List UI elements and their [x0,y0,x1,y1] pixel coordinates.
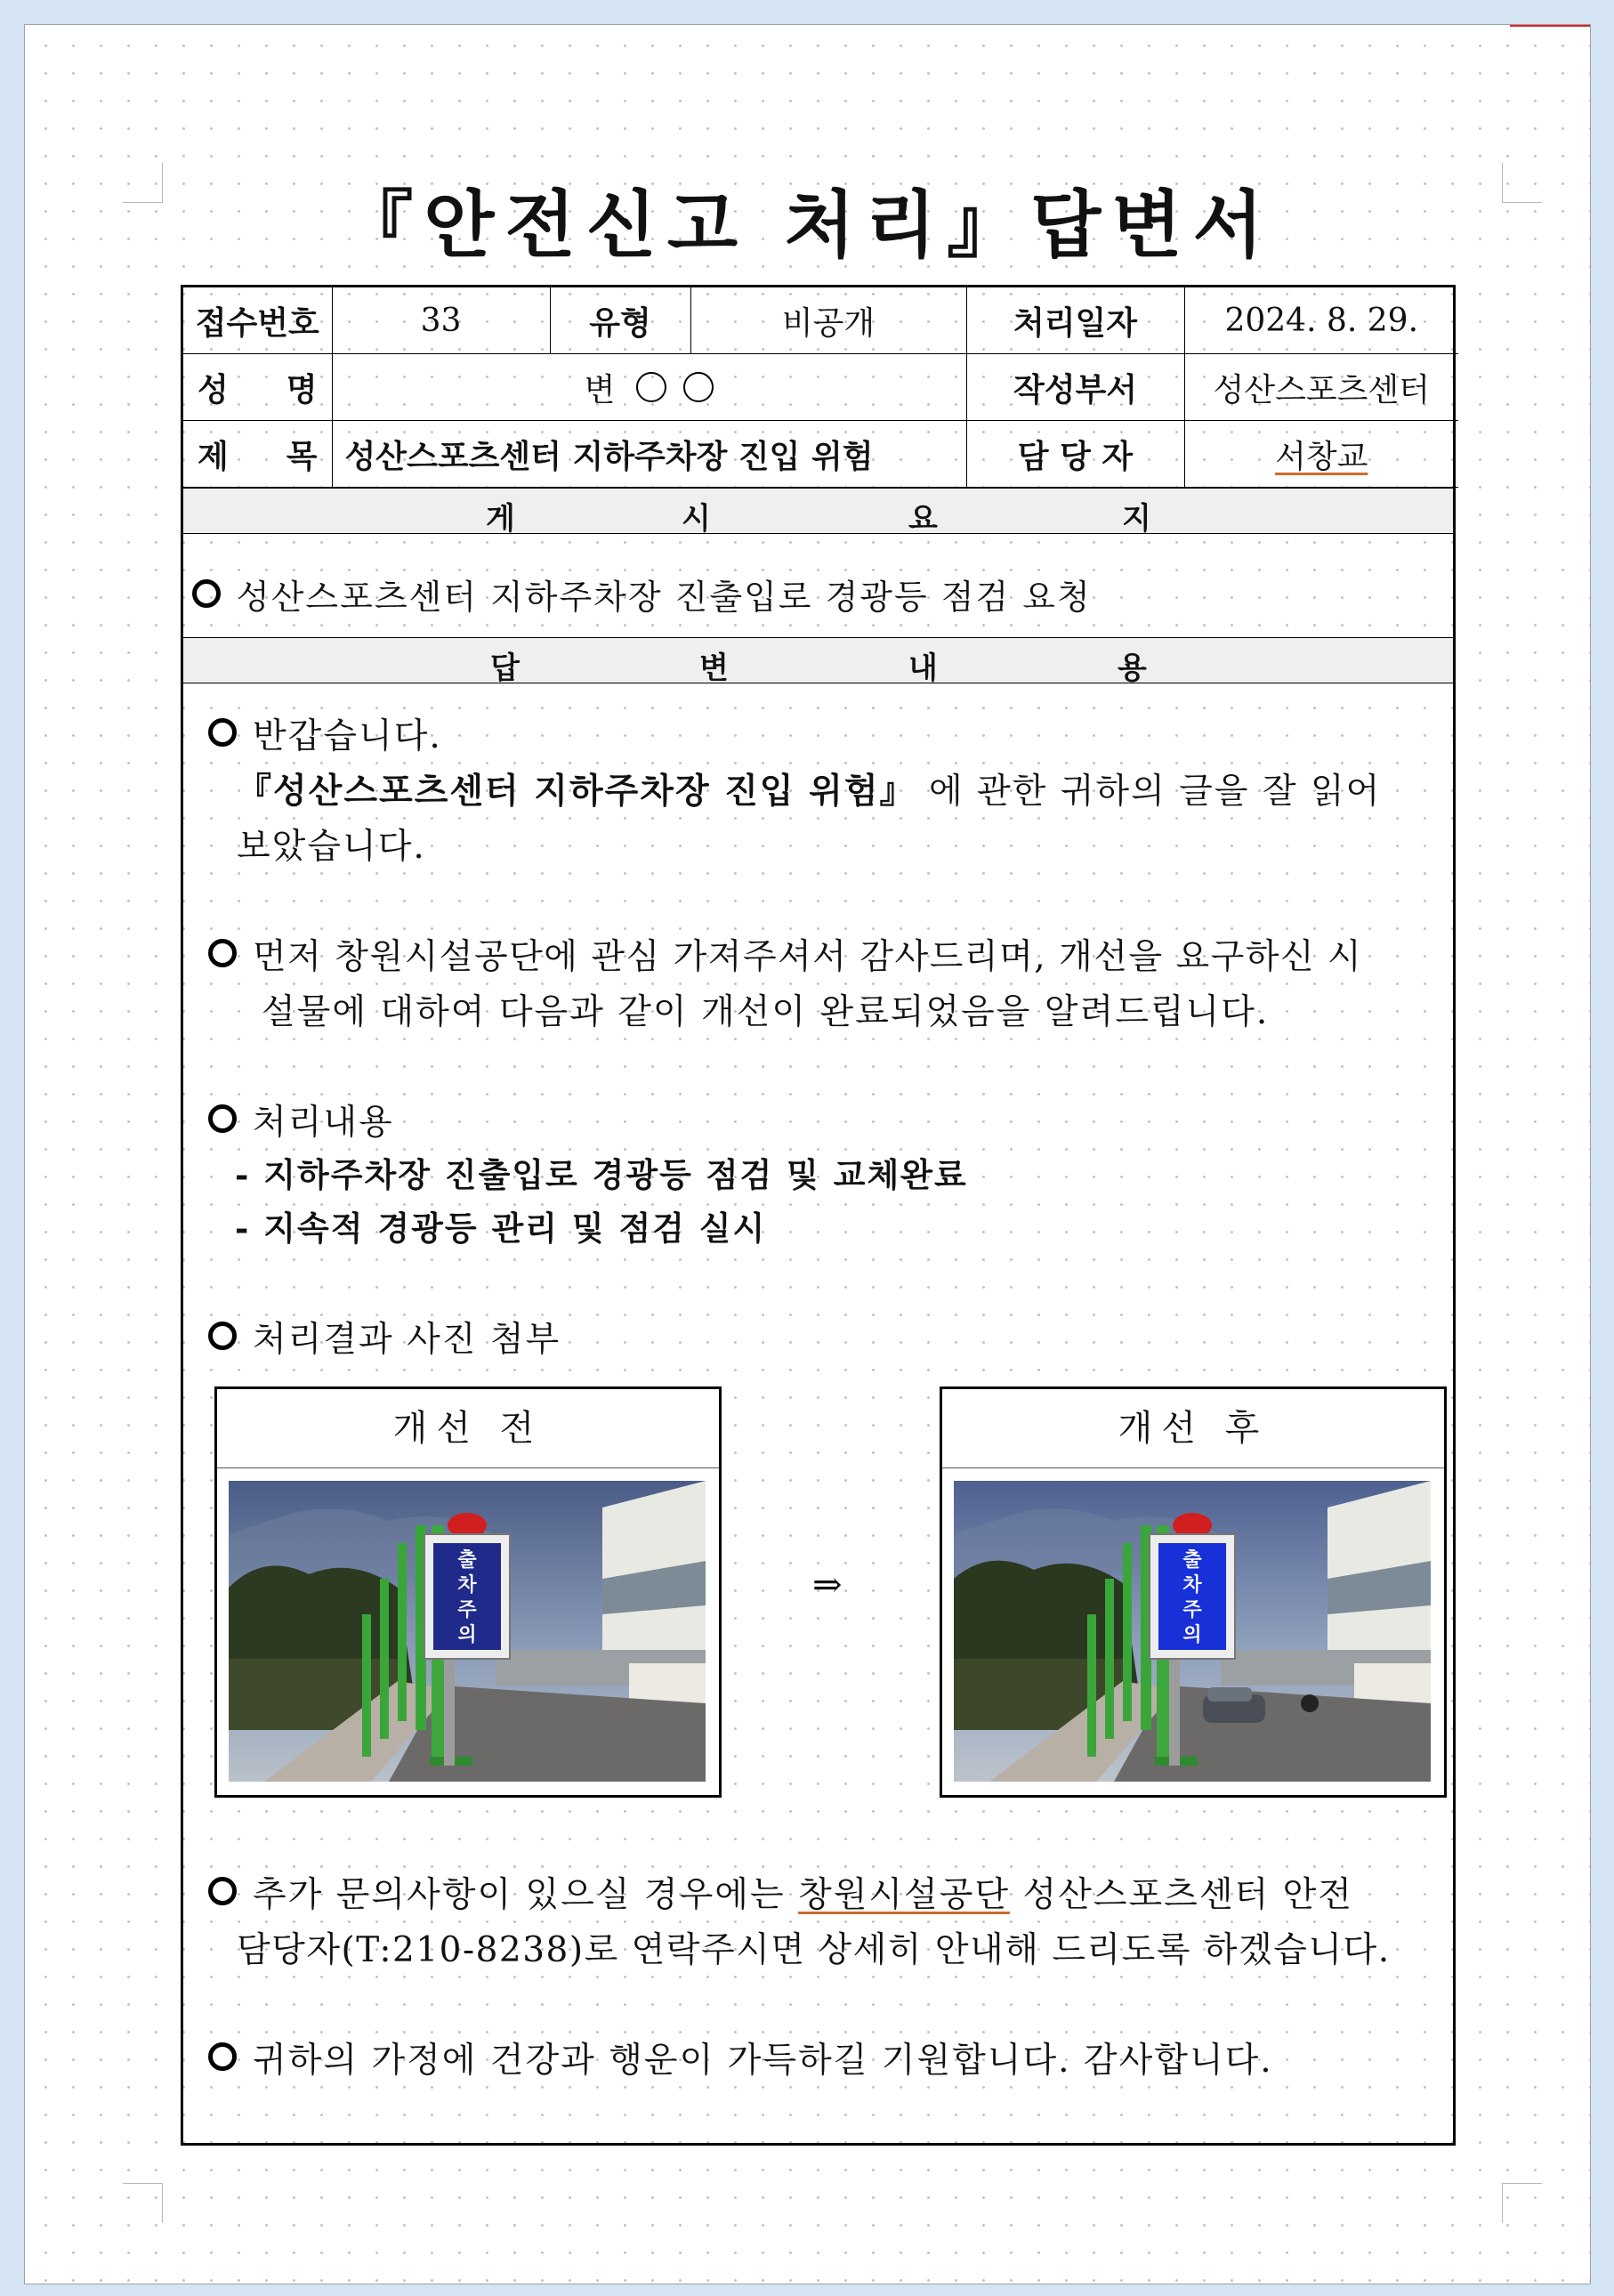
header-char: 변 [699,651,729,686]
photo-before-caption: 개선 전 [217,1389,719,1468]
type-value: 비공개 [690,287,966,354]
manager-name: 서창교 [1275,438,1368,475]
name-value [332,354,966,421]
bullet-ring-icon [208,939,237,967]
subject-value: 성산스포츠센터 지하주차장 진입 위험 [332,421,966,488]
manager-label: 담 당 자 [966,421,1184,488]
header-char: 게 [486,501,515,537]
date-value: 2024. 8. 29. [1184,287,1458,354]
photo-before-image [229,1481,706,1782]
info-table [183,287,1458,488]
bullet-ring-icon [208,718,237,747]
process-title: 처리내용 [208,1095,394,1144]
page-title: 『안전신고 처리』답변서 [340,182,1274,268]
photo-before-frame [214,1386,722,1798]
sign-char: 의 [457,1623,477,1646]
sign-char: 차 [1182,1573,1202,1597]
photo-after-frame [940,1386,1447,1798]
sign-char: 출 [457,1548,477,1572]
hollow-circle-icon [683,372,714,402]
header-char: 지 [1122,501,1151,537]
margin-corner-mark [1502,2183,1542,2223]
name-surname: 변 [584,371,616,408]
process-item: - 지하주차장 진출입로 경광등 점검 및 교체완료 [235,1155,968,1194]
thanks-paragraph-cont: 설물에 대하여 다음과 같이 개선이 완료되었음을 알려드립니다. [262,992,1270,1032]
subject-label: 제 목 [183,421,332,488]
bullet-ring-icon [208,2042,237,2071]
arrow-icon: ⇒ [812,1564,843,1605]
answer-header [183,637,1453,686]
sign-char: 의 [1182,1623,1202,1646]
dept-label: 작성부서 [966,354,1184,421]
sign-char: 주 [1182,1598,1202,1621]
red-line-marker [1510,25,1590,27]
sign-char: 출 [1182,1548,1202,1572]
bullet-ring-icon [208,1322,237,1350]
photo-after-image [954,1481,1431,1782]
header-char: 내 [908,651,938,686]
photo-after-caption: 개선 후 [942,1389,1444,1468]
greeting-paragraph: 반갑습니다. [208,708,442,758]
receipt-no-value: 33 [332,287,550,354]
post-summary-text: 성산스포츠센터 지하주차장 진출입로 경광등 점검 요청 [237,578,1092,617]
header-char: 요 [908,501,938,537]
table-row [183,354,1458,421]
type-label: 유형 [550,287,690,354]
contact-org: 창원시설공단 [798,1875,1011,1915]
post-summary [183,534,1453,637]
header-char: 시 [682,501,711,537]
header-char: 답 [490,651,520,686]
answer-form [181,285,1456,2146]
bullet-ring-icon [192,579,221,608]
bullet-ring-icon [208,1104,237,1133]
photo-title: 처리결과 사진 첨부 [208,1312,561,1362]
process-item: - 지속적 경광등 관리 및 점검 실시 [235,1209,767,1248]
sign-char: 차 [457,1573,477,1597]
closing-paragraph: 귀하의 가정에 건강과 행운이 가득하길 기원합니다. 감사합니다. [208,2033,1273,2082]
table-row [183,421,1458,488]
manager-value [1184,421,1458,488]
name-label: 성 명 [183,354,332,421]
date-label: 처리일자 [966,287,1184,354]
dept-value: 성산스포츠센터 [1184,354,1458,421]
subject-quote: 『성산스포츠센터 지하주차장 진입 위험』 [237,771,916,812]
contact-paragraph-cont: 담당자(T:210-8238)로 연락주시면 상세히 안내해 드리도록 하겠습니다. [237,1930,1391,1970]
bullet-ring-icon [208,1877,237,1905]
read-paragraph-cont: 보았습니다. [237,827,426,867]
hollow-circle-icon [636,372,666,402]
thanks-paragraph: 먼저 창원시설공단에 관심 가져주셔서 감사드리며, 개선을 요구하신 시 [208,929,1362,979]
post-summary-header [183,488,1453,537]
receipt-no-label: 접수번호 [183,287,332,354]
header-char: 용 [1118,651,1147,686]
table-row [183,287,1458,354]
sign-char: 주 [457,1598,477,1621]
read-paragraph: 『성산스포츠센터 지하주차장 진입 위험』 에 관한 귀하의 글을 잘 읽어 [237,771,1382,812]
margin-corner-mark [123,2183,163,2223]
contact-paragraph: 추가 문의사항이 있으실 경우에는 창원시설공단 성산스포츠센터 안전 [208,1867,1353,1917]
